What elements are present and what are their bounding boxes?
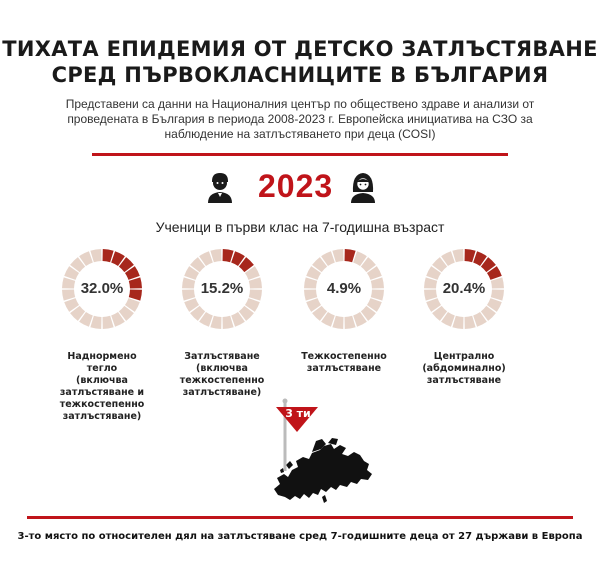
title-line-2: СРЕД ПЪРВОКЛАСНИЦИТЕ В БЪЛГАРИЯ xyxy=(51,63,549,87)
label-line: затлъстяване) xyxy=(182,387,262,398)
label-line: (абдоминално) xyxy=(422,363,506,374)
label-line: Наднормено xyxy=(67,351,137,362)
label-line: (включва xyxy=(196,363,248,374)
rank-badge: 3 ти xyxy=(285,407,311,420)
boy-icon xyxy=(205,170,235,209)
donut-overweight xyxy=(60,247,144,331)
label-line: (включва xyxy=(76,375,128,386)
label-line: Затлъстяване xyxy=(184,351,260,362)
donut-value-overweight: 32.0% xyxy=(80,280,124,297)
label-line: затлъстяване xyxy=(306,363,382,374)
label-line: тежкостепенно xyxy=(179,375,265,386)
label-overweight xyxy=(47,351,157,423)
donut-severe-obesity xyxy=(302,247,386,331)
label-central-obesity xyxy=(409,351,519,387)
label-line: тегло xyxy=(86,363,118,374)
donut-value-obesity: 15.2% xyxy=(200,280,244,297)
year-label: 2023 xyxy=(258,168,334,204)
divider-bottom xyxy=(27,516,573,519)
donut-value-central-obesity: 20.4% xyxy=(442,280,486,297)
label-line: Тежкостепенно xyxy=(301,351,387,362)
label-line: затлъстяване xyxy=(426,375,502,386)
label-obesity xyxy=(167,351,277,399)
footer-note: 3-то място по относителен дял на затлъстяване сред 7-годишните деца от 27 държави в Европа xyxy=(17,531,583,542)
subtitle-line-1: Представени са данни на Националния център по обществено здраве и анализи от xyxy=(65,97,535,111)
subtitle-line-3: наблюдение на затлъстяването при деца (COSI) xyxy=(164,127,436,141)
donut-value-severe-obesity: 4.9% xyxy=(326,280,362,297)
caption: Ученици в първи клас на 7-годишна възраст xyxy=(155,219,445,235)
label-line: затлъстяване) xyxy=(62,411,142,422)
label-line: Централно xyxy=(433,351,495,362)
subtitle-line-2: проведената в България в периода 2008-2023 г. Европейска инициатива на СЗО за xyxy=(67,112,533,126)
girl-icon xyxy=(348,170,378,209)
page-title xyxy=(0,36,600,88)
label-line: тежкостепенно xyxy=(59,399,145,410)
title-line-1: ТИХАТА ЕПИДЕМИЯ ОТ ДЕТСКО ЗАТЛЪСТЯВАНЕ xyxy=(2,37,598,61)
divider-top xyxy=(92,153,508,156)
subtitle xyxy=(60,97,540,142)
label-severe-obesity xyxy=(289,351,399,375)
flag-icon xyxy=(272,398,322,479)
label-line: затлъстяване и xyxy=(59,387,145,398)
donut-obesity xyxy=(180,247,264,331)
donut-central-obesity xyxy=(422,247,506,331)
